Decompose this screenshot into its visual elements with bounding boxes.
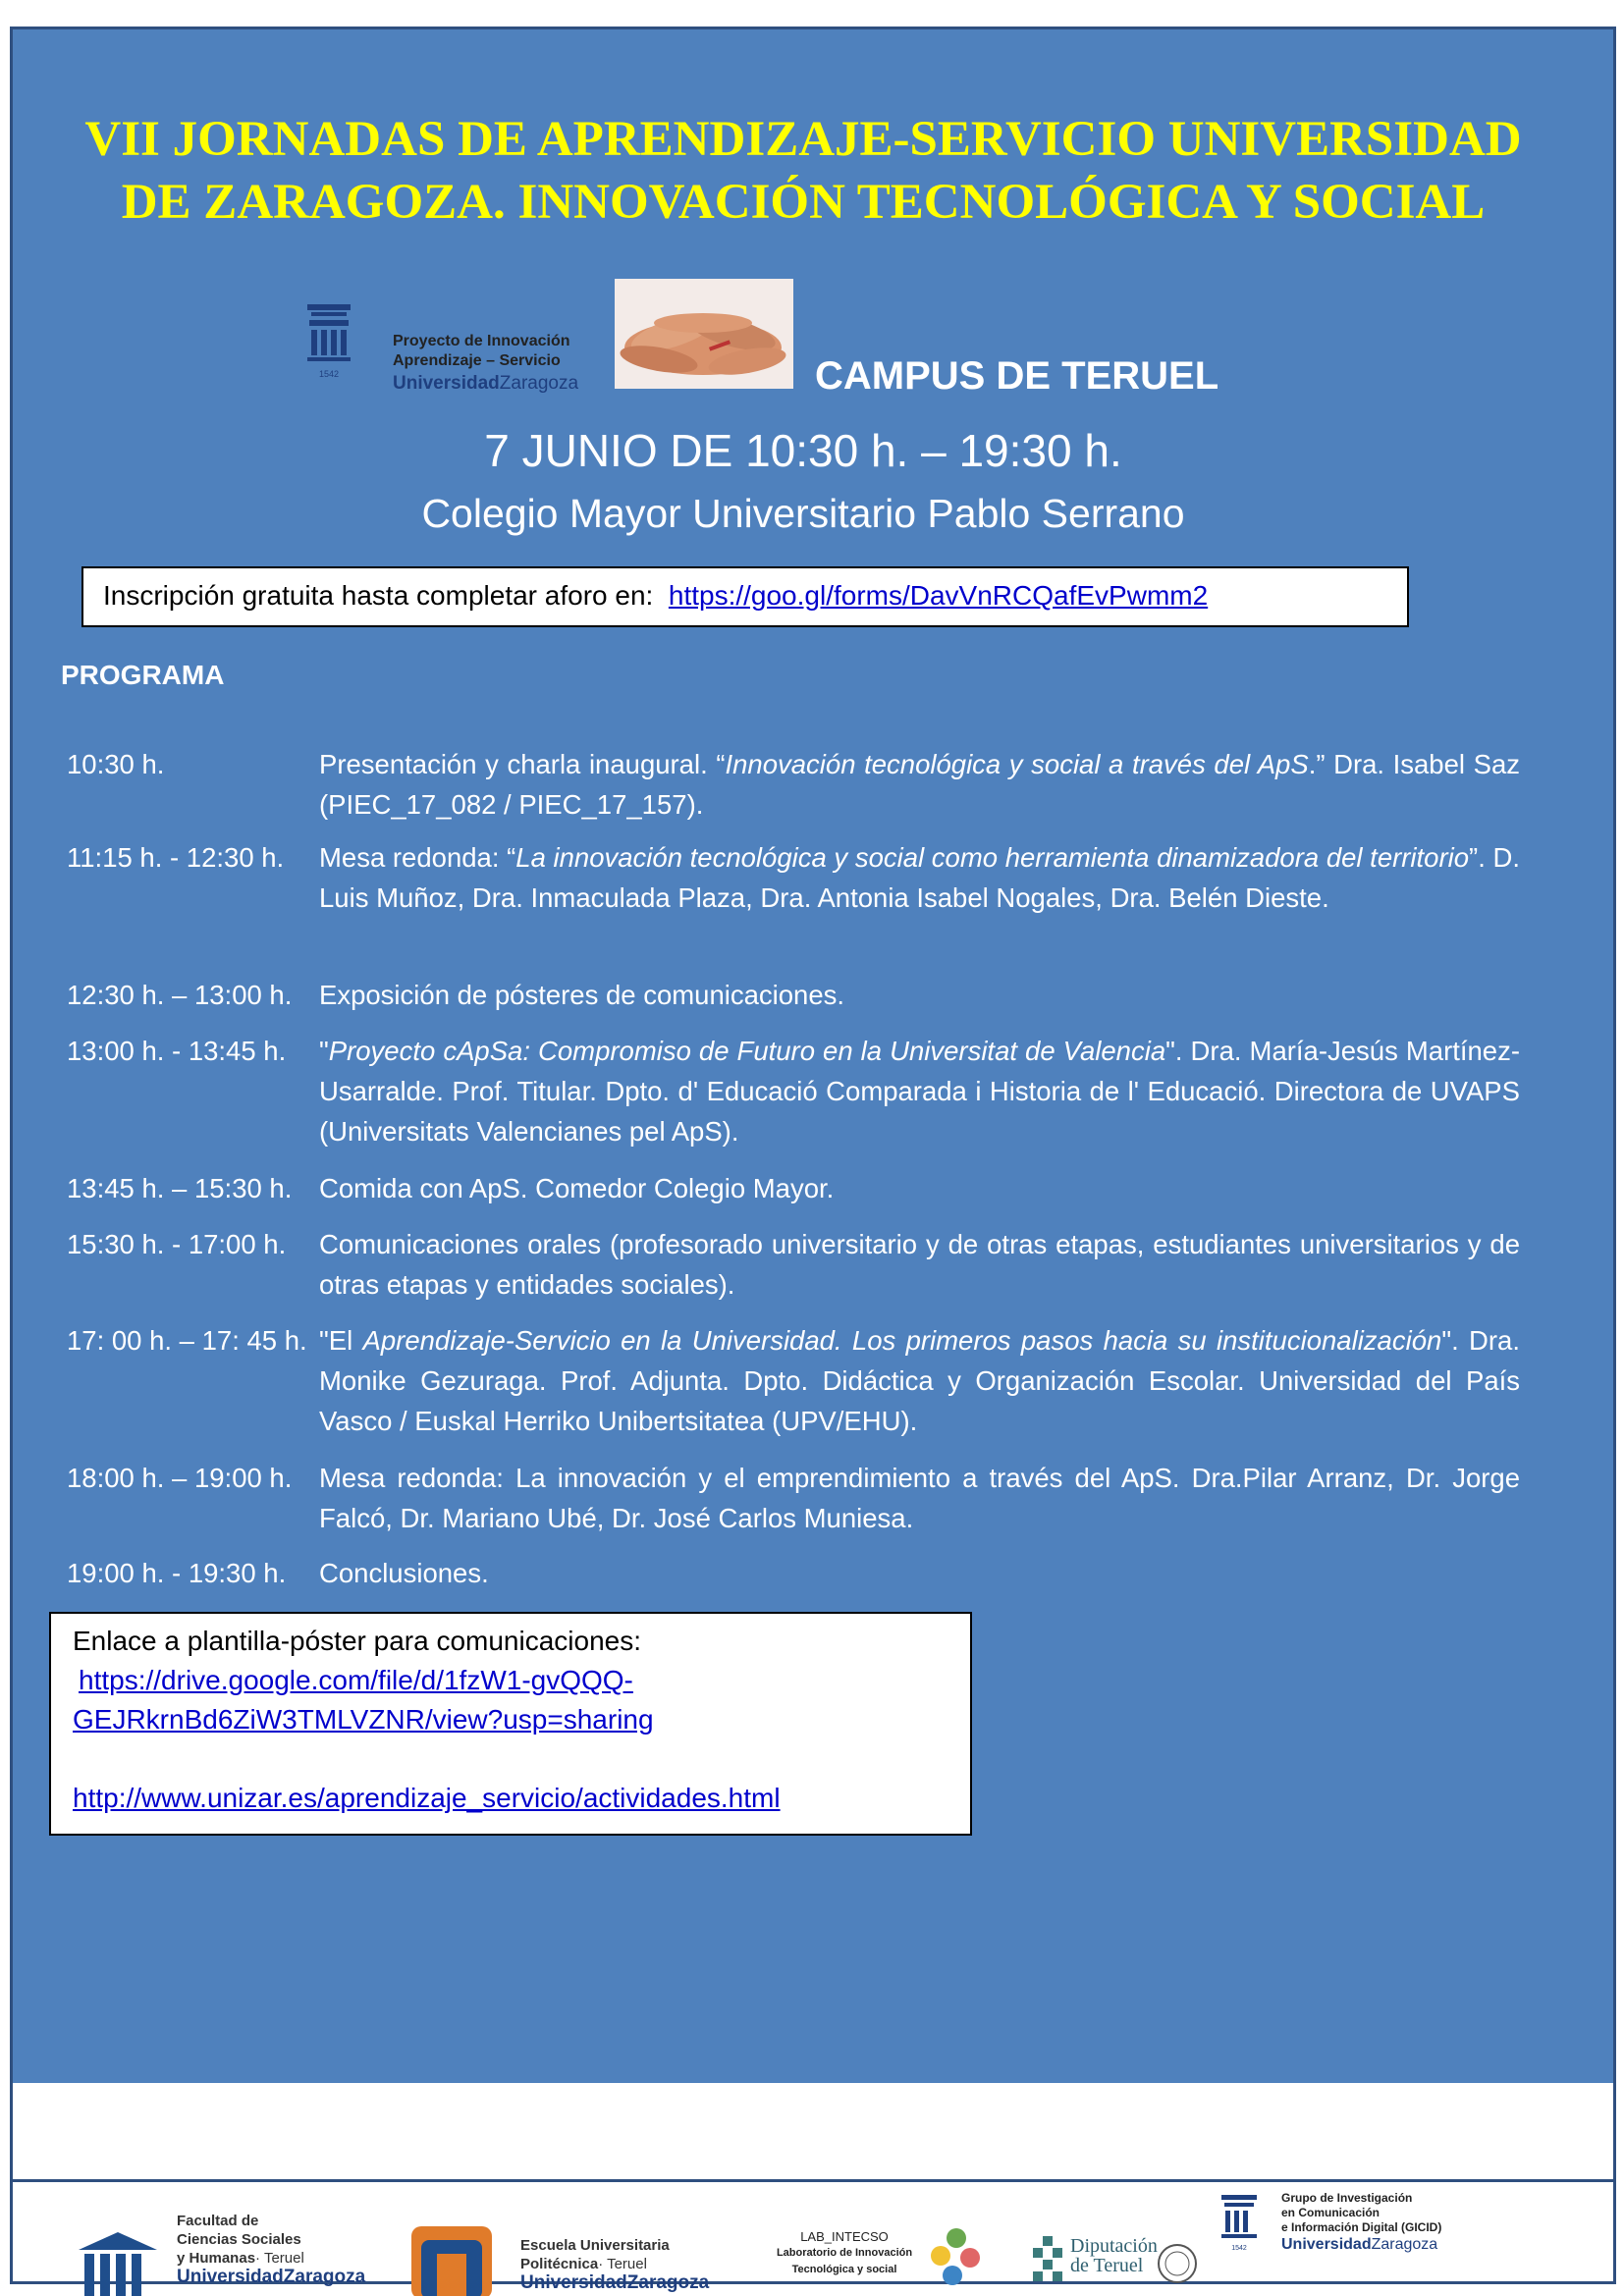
eup-logo: Escuela Universitaria Politécnica· Teruel UniversidadZaragoza bbox=[407, 2216, 746, 2296]
program-item bbox=[67, 1553, 1520, 1593]
unizar-tower-icon bbox=[299, 294, 358, 383]
program-item bbox=[67, 1224, 1520, 1305]
activities-link[interactable]: http://www.unizar.es/aprendizaje_servicio/actividades.html bbox=[73, 1783, 781, 1813]
poster-template-link-continued[interactable]: GEJRkrnBd6ZiW3TMLVZNR/view?usp=sharing bbox=[73, 1704, 654, 1735]
program-description: Exposición de pósteres de comunicaciones. bbox=[319, 980, 845, 1010]
program-item bbox=[67, 1168, 1520, 1208]
program-description: "Proyecto cApSa: Compromiso de Futuro en la Universitat de Valencia". Dra. María-Jesús Martínez-Usarralde. Prof. Titular. Dpto. d' Educació Comparada i Historia de l' Educació. Directora de UVAPS (Universitats Valencianes pel ApS). bbox=[319, 1036, 1520, 1147]
program-time: 10:30 h. bbox=[67, 749, 165, 779]
program-time: 19:00 h. - 19:30 h. bbox=[67, 1558, 287, 1588]
title-line-1: VII JORNADAS DE APRENDIZAJE-SERVICIO UNIVERSIDAD bbox=[84, 112, 1522, 167]
registration-link[interactable]: https://goo.gl/forms/DavVnRCQafEvPwmm2 bbox=[668, 580, 1209, 611]
poster bbox=[10, 27, 1616, 2284]
hexagon-cluster-icon bbox=[923, 2226, 992, 2295]
piec-logo-line-1: Proyecto de Innovación bbox=[393, 333, 570, 349]
program-item bbox=[67, 837, 1520, 918]
fcsh-logo: Facultad de Ciencias Sociales y Humanas· Teruel UniversidadZaragoza bbox=[79, 2209, 393, 2296]
program-heading: PROGRAMA bbox=[61, 660, 225, 690]
program-description: Presentación y charla inaugural. “Innovación tecnológica y social a través del ApS.” Dra. Isabel Saz (PIEC_17_082 / PIEC_17_157). bbox=[319, 749, 1520, 820]
program-time: 11:15 h. - 12:30 h. bbox=[67, 842, 285, 873]
unizar-tower-icon-small bbox=[1218, 2189, 1261, 2258]
hands-photo bbox=[615, 279, 793, 389]
event-venue: Colegio Mayor Universitario Pablo Serrano bbox=[421, 491, 1185, 536]
diputacion-squares-icon bbox=[1031, 2234, 1066, 2293]
program-time: 15:30 h. - 17:00 h. bbox=[67, 1229, 287, 1259]
footer-divider bbox=[13, 2179, 1613, 2182]
event-title bbox=[49, 108, 1557, 234]
program-description: Mesa redonda: La innovación y el emprendimiento a través del ApS. Dra.Pilar Arranz, Dr. Jorge Falcó, Dr. Mariano Ubé, Dr. José Carlos Muniesa. bbox=[319, 1463, 1520, 1533]
event-date: 7 JUNIO DE 10:30 h. – 19:30 h. bbox=[484, 425, 1122, 476]
gicid-logo: 1542 Grupo de Investigación en Comunicación e Información Digital (GICID) UniversidadZaragoza bbox=[1218, 2189, 1473, 2268]
title-line-2: DE ZARAGOZA. INNOVACIÓN TECNOLÓGICA Y SOCIAL bbox=[121, 175, 1486, 230]
poster-template-box bbox=[49, 1612, 972, 1836]
hands-image bbox=[615, 279, 793, 389]
program-time: 13:00 h. - 13:45 h. bbox=[67, 1036, 287, 1066]
program-description: Mesa redonda: “La innovación tecnológica y social como herramienta dinamizadora del territorio”. D. Luis Muñoz, Dra. Inmaculada Plaza, Dra. Antonia Isabel Nogales, Dra. Belén Dieste. bbox=[319, 842, 1520, 913]
program-description: "El Aprendizaje-Servicio en la Universidad. Los primeros pasos hacia su institucionalización". Dra. Monike Gezuraga. Prof. Adjunta. Dpto. Didáctica y Organización Escolar. Universidad del País Vasco / Euskal Herriko Unibertsitatea (UPV/EHU). bbox=[319, 1325, 1520, 1436]
program-item bbox=[67, 1031, 1520, 1151]
program-item bbox=[67, 1320, 1520, 1441]
piec-logo bbox=[299, 294, 614, 402]
svg-text:1542: 1542 bbox=[1231, 2245, 1247, 2252]
program-time: 12:30 h. – 13:00 h. bbox=[67, 980, 293, 1010]
seal-icon bbox=[1157, 2234, 1198, 2293]
piec-logo-city: Zaragoza bbox=[499, 373, 579, 394]
registration-text: Inscripción gratuita hasta completar aforo en: bbox=[103, 580, 654, 611]
program-item bbox=[67, 1458, 1520, 1538]
diputacion-logo: Diputación de Teruel bbox=[1031, 2230, 1198, 2296]
lab-intecso-logo: LAB_INTECSO Laboratorio de Innovación Tecnológica y social bbox=[776, 2226, 992, 2296]
program-description: Comunicaciones orales (profesorado universitario y de otras etapas, estudiantes universitarios y de otras etapas y entidades sociales). bbox=[319, 1229, 1520, 1300]
program-item bbox=[67, 975, 1520, 1015]
poster-template-link[interactable]: https://drive.google.com/file/d/1fzW1-gvQQQ- bbox=[79, 1665, 633, 1695]
piec-logo-line-2: Aprendizaje – Servicio bbox=[393, 352, 561, 369]
program-time: 18:00 h. – 19:00 h. bbox=[67, 1463, 293, 1493]
program-description: Comida con ApS. Comedor Colegio Mayor. bbox=[319, 1173, 835, 1203]
svg-text:1542: 1542 bbox=[318, 369, 340, 379]
registration-box bbox=[81, 566, 1409, 627]
program-item bbox=[67, 744, 1520, 825]
campus-heading: CAMPUS DE TERUEL bbox=[815, 354, 1219, 398]
poster-template-label: Enlace a plantilla-póster para comunicaciones: bbox=[73, 1626, 641, 1656]
piec-logo-univ: Universidad bbox=[393, 373, 500, 394]
fcsh-building-icon bbox=[79, 2228, 157, 2296]
program-time: 13:45 h. – 15:30 h. bbox=[67, 1173, 293, 1203]
program-description: Conclusiones. bbox=[319, 1558, 489, 1588]
eup-building-icon bbox=[407, 2220, 496, 2296]
program-time: 17: 00 h. – 17: 45 h. bbox=[67, 1325, 307, 1356]
